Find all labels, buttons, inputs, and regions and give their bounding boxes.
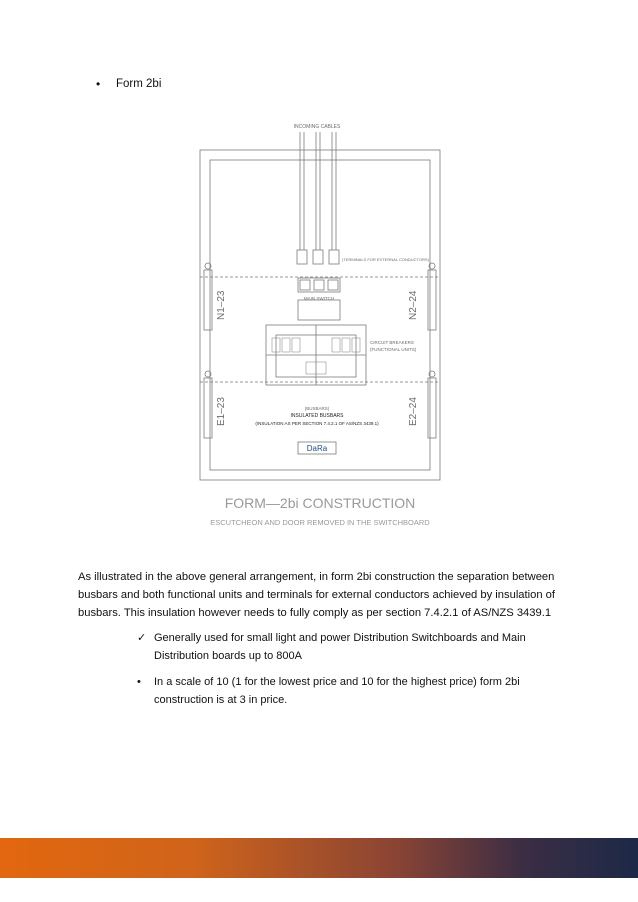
paragraph-line: As illustrated in the above general arrangement, in form 2bi construction the separation between [78, 571, 555, 583]
bullet-text: Form 2bi [116, 78, 162, 90]
list-item-line: construction is at 3 in price. [154, 693, 288, 706]
dara-logo: DaRa [306, 444, 328, 453]
right-terminal-rail [428, 270, 436, 330]
description-paragraph [78, 568, 556, 623]
switchboard-drawing [180, 120, 460, 530]
footer-gradient-bar [0, 838, 638, 878]
n2-label: N2–24 [408, 290, 419, 320]
incoming-cable-group [297, 132, 339, 264]
switchboard-diagram [180, 120, 460, 530]
bullet-dot: • [137, 676, 141, 688]
right-earth-rail [428, 378, 436, 438]
list-item-line: Distribution boards up to 800A [154, 649, 302, 662]
paragraph-line: busbars. This insulation however needs to fully comply as per section 7.4.2.1 of AS/NZS 3439.1 [78, 607, 552, 620]
checkmark-icon: ✓ [137, 632, 147, 644]
insulated-busbars-label: INSULATED BUSBARS [290, 413, 344, 419]
list-item-line: In a scale of 10 (1 for the lowest price and 10 for the highest price) form 2bi [154, 676, 520, 688]
paragraph-line: busbars and both functional units and terminals for external conductors achieved by insulation of [78, 589, 555, 602]
functional-units-label: (FUNCTIONAL UNITS) [370, 347, 417, 352]
left-terminal-rail [204, 270, 212, 330]
left-earth-rail [204, 378, 212, 438]
e1-label: E1–23 [216, 397, 227, 426]
main-switch-body [298, 300, 340, 320]
list-item-line: Generally used for small light and power Distribution Switchboards and Main [154, 632, 526, 644]
incoming-cables-label: INCOMING CABLES [293, 124, 341, 130]
circuit-breakers-label: CIRCUIT BREAKERS [370, 340, 414, 345]
bullet-dot: • [96, 77, 101, 91]
busbars-label: (BUSBARS) [304, 406, 330, 411]
main-switch-label: MAIN SWITCH [303, 296, 335, 301]
drawing-title: FORM—2bi CONSTRUCTION [224, 495, 416, 511]
insulation-note: (INSULATION AS PER SECTION 7.4.2.1 OF AS/NZS 3439.1) [255, 421, 379, 426]
n1-label: N1–23 [216, 290, 227, 320]
e2-label: E2–24 [408, 397, 419, 426]
terminals-label: (TERMINALS FOR EXTERNAL CONDUCTORS) [342, 257, 429, 262]
drawing-subtitle: ESCUTCHEON AND DOOR REMOVED IN THE SWITCHBOARD [210, 518, 430, 527]
